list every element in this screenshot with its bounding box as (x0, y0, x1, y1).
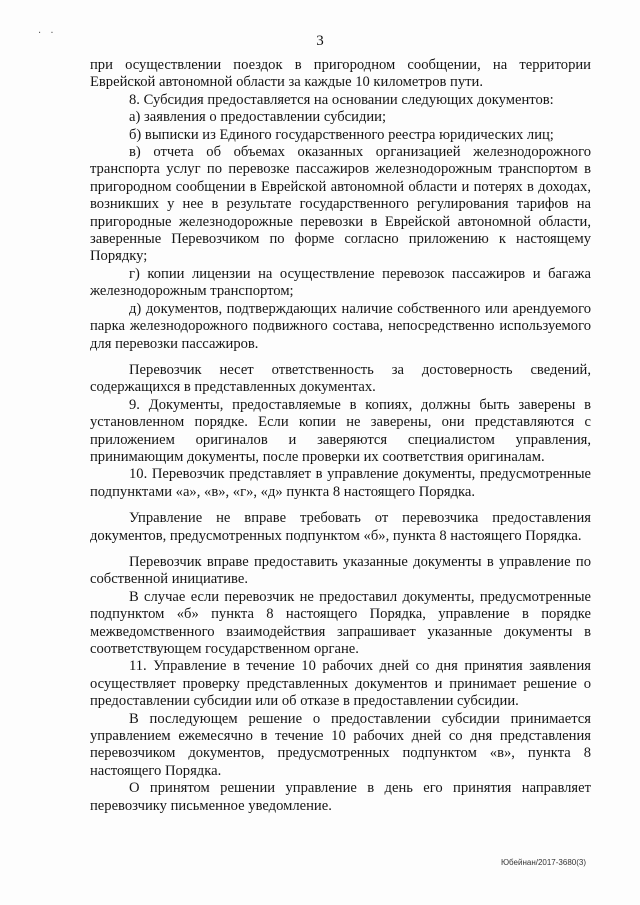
paragraph-item-8: 8. Субсидия предоставляется на основании следующих документов: (129, 91, 554, 108)
paragraph-monthly-decision: В последующем решение о предоставлении субсидии принимается управлением ежемесячно в течение 10 рабочих дней со дня представления перевозчиком документов, предусмотренных подпунктом «в», пункта 8 настоящего Порядка. (90, 710, 591, 779)
paragraph-item-9: 9. Документы, предоставляемые в копиях, должны быть заверены в установленном порядке. Если копии не заверены, они представляются с приложением оригиналов и заверяются специалистом управления, принимающим документы, после проверки их соответствия оригиналам. (90, 396, 591, 465)
paragraph-subitem-d: д) документов, подтверждающих наличие собственного или арендуемого парка железнодорожного подвижного состава, непосредственно используемого для перевозки пассажиров. (90, 300, 591, 352)
paragraph-continuation: при осуществлении поездок в пригородном сообщении, на территории Еврейской автономной области за каждые 10 километров пути. (90, 57, 591, 91)
paragraph-item-10: 10. Перевозчик представляет в управление документы, предусмотренные подпунктами «а», «в», «г», «д» пункта 8 настоящего Порядка. (90, 466, 591, 500)
document-reference: Юбейнан/2017-3680(3) (500, 858, 586, 867)
paragraph-responsibility: Перевозчик несет ответственность за достоверность сведений, содержащихся в представленных документах. (90, 361, 591, 396)
scan-marks: · · (38, 28, 57, 39)
paragraph-subitem-v: в) отчета об объемах оказанных организацией железнодорожного транспорта услуг по перевозке пассажиров железнодорожным транспортом в пригородном сообщении в Еврейской автономной области и потерях в доходах, возникших у нее в результате государственного регулирования тарифов на пригородные железнодорожные перевозки в Еврейской автономной области, заверенные Перевозчиком по форме согласно приложению к настоящему Порядку; (90, 144, 591, 265)
paragraph-item-11: 11. Управление в течение 10 рабочих дней со дня принятия заявления осуществляет проверку представленных документов и принимает решение о предоставлении субсидии или об отказе в предоставлении субсидии. (90, 658, 591, 710)
paragraph-own-initiative: Перевозчик вправе предоставить указанные документы в управление по собственной инициативе. (90, 553, 591, 588)
paragraph-no-right-to-require: Управление не вправе требовать от перевозчика предоставления документов, предусмотренных подпунктом «б», пункта 8 настоящего Порядка. (90, 510, 591, 544)
paragraph-subitem-a: а) заявления о предоставлении субсидии; (129, 109, 387, 126)
paragraph-subitem-b: б) выписки из Единого государственного реестра юридических лиц; (129, 126, 554, 143)
paragraph-subitem-g: г) копии лицензии на осуществление перевозок пассажиров и багажа железнодорожным транспортом; (90, 265, 591, 300)
paragraph-interagency-request: В случае если перевозчик не предоставил документы, предусмотренные подпунктом «б» пункта 8 настоящего Порядка, управление в порядке межведомственного взаимодействия запрашивает указанные документы в соответствующем государственном органе. (90, 588, 591, 657)
document-body (90, 57, 591, 815)
page-number: 3 (316, 33, 324, 49)
paragraph-notification: О принятом решении управление в день его принятия направляет перевозчику письменное уведомление. (90, 780, 591, 814)
